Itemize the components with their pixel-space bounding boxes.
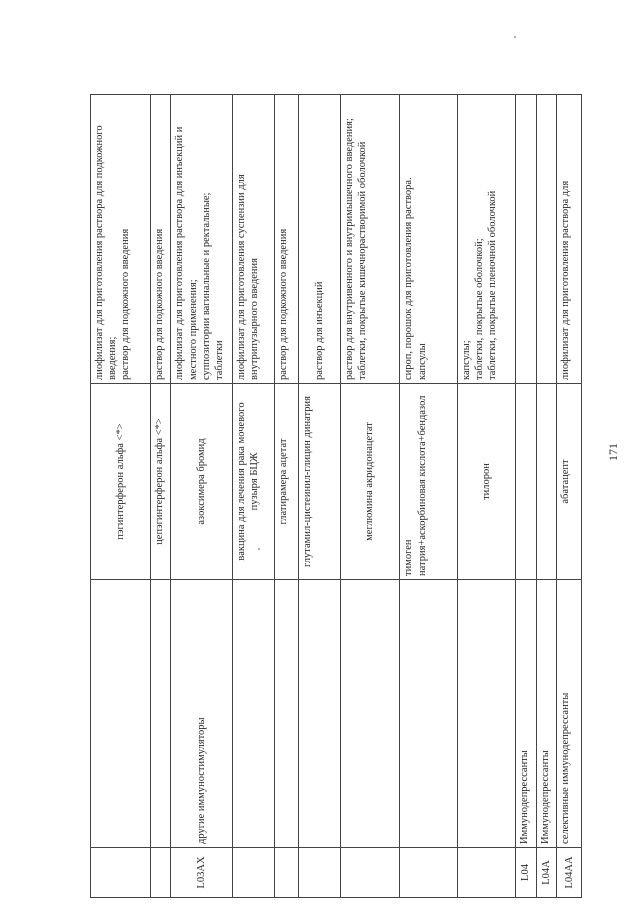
form-cell: раствор для подкожного введения <box>150 95 171 384</box>
group-cell: селективные иммунодепрессанты <box>557 580 582 848</box>
drug-cell: азоксимера бромид <box>171 384 233 580</box>
drug-cell: тимоген натрия+аскорбиновая кислота+бендазол <box>400 384 458 580</box>
drug-cell: тилорон <box>458 384 516 580</box>
table-row <box>233 95 274 898</box>
table-row <box>91 95 151 898</box>
form-cell: раствор для внутривенного и внутримышечного введения; таблетки, покрытые кишечнорастворимой оболочкой <box>340 95 400 384</box>
group-cell: Иммунодепрессанты <box>515 580 536 848</box>
drug-cell <box>536 384 557 580</box>
table-row <box>171 95 233 898</box>
group-cell <box>274 580 299 848</box>
code-cell: L04A <box>536 848 557 898</box>
drug-cell <box>515 384 536 580</box>
drug-cell: пэгинтерферон альфа <*> <box>91 384 151 580</box>
drug-cell: глутамил-цистеинил-глицин динатрия <box>299 384 340 580</box>
form-cell: лиофилизат для приготовления раствора для подкожного введения; раствор для подкожного введения <box>91 95 151 384</box>
code-cell <box>458 848 516 898</box>
scan-speck <box>514 36 516 38</box>
table-row <box>150 95 171 898</box>
form-cell: лиофилизат для приготовления раствора для инъекций и местного применения; суппозитории вагинальные и ректальные; таблетки <box>171 95 233 384</box>
drug-cell: глатирамера ацетат <box>274 384 299 580</box>
code-cell: L03AX <box>171 848 233 898</box>
code-cell <box>340 848 400 898</box>
code-cell <box>91 848 151 898</box>
drug-cell: абатацепт <box>557 384 582 580</box>
table-row <box>458 95 516 898</box>
form-cell: раствор для инъекций <box>299 95 340 384</box>
group-cell <box>91 580 151 848</box>
group-cell: другие иммуностимуляторы <box>171 580 233 848</box>
code-cell: L04AA <box>557 848 582 898</box>
table-row <box>340 95 400 898</box>
table-row <box>400 95 458 898</box>
code-cell <box>150 848 171 898</box>
drug-cell: меглюмина акридонацетат <box>340 384 400 580</box>
page-number: 171 <box>606 443 620 461</box>
group-cell <box>233 580 274 848</box>
code-cell <box>299 848 340 898</box>
group-cell <box>340 580 400 848</box>
table-row <box>536 95 557 898</box>
form-cell: капсулы; таблетки, покрытые оболочкой; таблетки, покрытые пленочной оболочкой <box>458 95 516 384</box>
drug-cell: вакцина для лечения рака мочевого пузыря БЦЖ <box>233 384 274 580</box>
form-cell: лиофилизат для приготовления раствора для <box>557 95 582 384</box>
table-row <box>274 95 299 898</box>
form-cell: лиофилизат для приготовления суспензии для внутрипузырного введения <box>233 95 274 384</box>
table-row <box>515 95 536 898</box>
rotated-table-container <box>90 94 582 898</box>
group-cell <box>299 580 340 848</box>
code-cell <box>400 848 458 898</box>
drug-table <box>90 94 582 898</box>
form-cell <box>536 95 557 384</box>
code-cell <box>274 848 299 898</box>
form-cell: сироп, порошок для приготовления раствора. капсулы <box>400 95 458 384</box>
scan-speck <box>258 548 260 550</box>
group-cell: Иммунодепрессанты <box>536 580 557 848</box>
group-cell <box>458 580 516 848</box>
form-cell <box>515 95 536 384</box>
table-row <box>299 95 340 898</box>
group-cell <box>150 580 171 848</box>
form-cell: раствор для подкожного введения <box>274 95 299 384</box>
drug-cell: цепэгинтерферон альфа <*> <box>150 384 171 580</box>
group-cell <box>400 580 458 848</box>
code-cell: L04 <box>515 848 536 898</box>
code-cell <box>233 848 274 898</box>
table-row <box>557 95 582 898</box>
